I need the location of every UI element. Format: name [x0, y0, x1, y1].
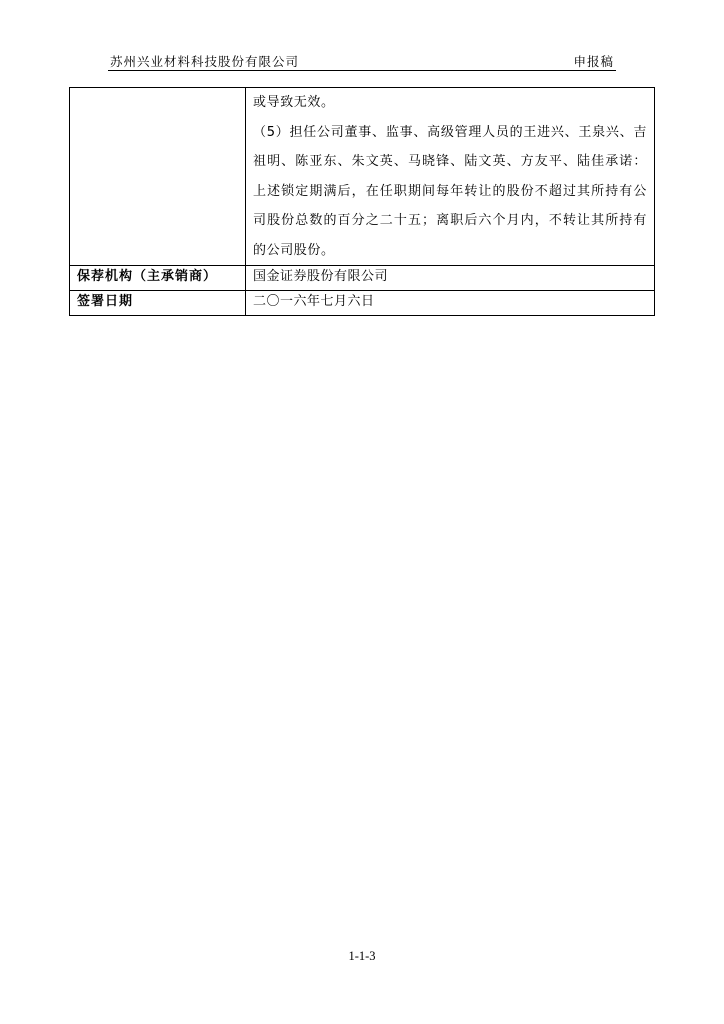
signing-date-label: 签署日期	[70, 291, 246, 316]
issuance-info-table	[69, 87, 655, 316]
table-row	[70, 266, 655, 291]
table-row	[70, 291, 655, 316]
signing-date-value: 二〇一六年七月六日	[246, 291, 655, 316]
sponsor-label: 保荐机构（主承销商）	[70, 266, 246, 291]
commitment-paragraph-tail: 或导致无效。	[253, 95, 335, 110]
table-row	[70, 88, 655, 266]
sponsor-value: 国金证券股份有限公司	[246, 266, 655, 291]
company-name: 苏州兴业材料科技股份有限公司	[110, 54, 300, 69]
empty-label-cell	[70, 88, 246, 266]
document-status: 申报稿	[573, 54, 614, 69]
page-number: 1-1-3	[348, 949, 376, 963]
lock-up-commitment-cell	[246, 88, 655, 266]
commitment-paragraph-5: （5）担任公司董事、监事、高级管理人员的王进兴、王泉兴、吉祖明、陈亚东、朱文英、马晓锋、陆文英、方友平、陆佳承诺：上述锁定期满后，在任职期间每年转让的股份不超过其所持有公司股份总数的百分之二十五；离职后六个月内，不转让其所持有的公司股份。	[253, 124, 647, 258]
page-header	[108, 50, 616, 71]
